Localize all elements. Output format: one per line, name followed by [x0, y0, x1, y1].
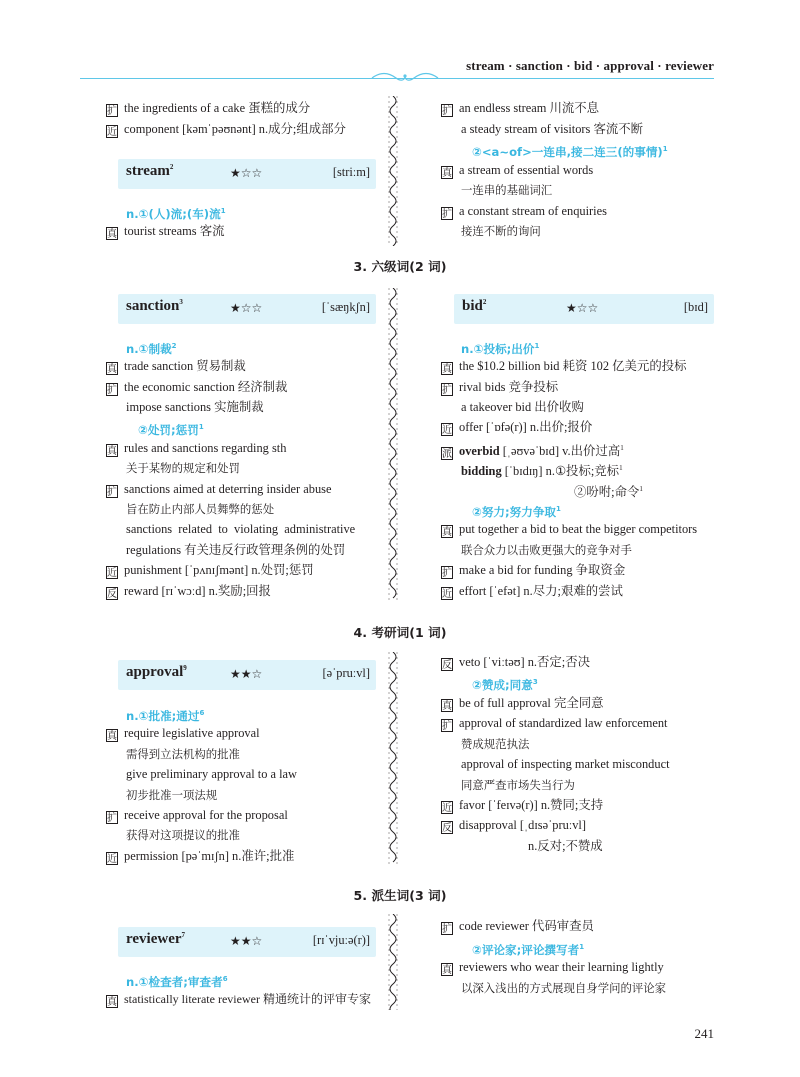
headword: stream$^2$ [126, 163, 174, 179]
example-line: 真 a stream of essential words [442, 163, 594, 179]
example-line: regulations 有关违反行政管理条例的处罚 [126, 543, 346, 557]
example-line: a takeover bid 出价收购 [461, 400, 584, 414]
antonym-line: 反 disapproval [ˌdɪsəˈpruːvl] [442, 818, 586, 834]
section-title: 5. 派生词(3 词) [353, 888, 447, 903]
sense-heading: n.①投标;出价$^1$ [461, 342, 540, 357]
tag-antonym: 反 [442, 660, 452, 671]
sense-heading: n.①(人)流;(车)流$^1$ [126, 207, 226, 222]
section-title: 4. 考研词(1 词) [353, 625, 447, 640]
sense-heading: n.①批准;通过$^6$ [126, 709, 205, 724]
example-line: 真 trade sanction 贸易制裁 [107, 359, 246, 375]
headword: bid$^2$ [462, 298, 487, 314]
example-line: 扩 receive approval for the proposal [107, 808, 288, 824]
pronunciation: [striːm] [332, 165, 370, 179]
headword: reviewer$^7$ [126, 931, 186, 947]
example-line: 真 rules and sanctions regarding sth [107, 441, 287, 457]
translation-line: 旨在防止内部人员舞弊的惩处 [126, 502, 275, 516]
antonym-line: 反 reward [rɪˈwɔːd] n.奖励;回报 [107, 584, 271, 600]
tag-authentic: 真 [442, 527, 452, 538]
pronunciation: [əˈpruːvl] [322, 666, 370, 680]
tag-extension: 扩 [442, 106, 452, 117]
tag-antonym: 反 [442, 823, 452, 834]
tag-authentic: 真 [107, 364, 117, 375]
translation-line: 以深入浅出的方式展现自身学问的评论家 [461, 981, 667, 995]
column-divider [386, 96, 400, 246]
tag-extension: 扩 [107, 487, 117, 498]
definition-line: n.反对;不赞成 [528, 839, 603, 853]
tag-authentic: 真 [442, 965, 452, 976]
headword: sanction$^3$ [126, 298, 183, 314]
tag-synonym: 近 [107, 127, 117, 138]
headword-box-bid [454, 294, 714, 324]
column-divider [386, 652, 400, 866]
example-line: 扩 the economic sanction 经济制裁 [107, 380, 288, 396]
page-number: 241 [694, 1026, 714, 1041]
tag-authentic: 真 [107, 229, 117, 240]
tag-extension: 扩 [442, 721, 452, 732]
frequency-stars: ★★☆ [230, 934, 263, 948]
tag-synonym: 近 [442, 425, 452, 436]
tag-extension: 扩 [442, 568, 452, 579]
tag-extension: 扩 [107, 813, 117, 824]
tag-authentic: 真 [107, 997, 117, 1008]
tag-extension: 扩 [442, 385, 452, 396]
translation-line: 一连串的基础词汇 [461, 183, 553, 197]
tag-authentic: 真 [107, 446, 117, 457]
header-rule [80, 78, 714, 79]
example-line: sanctions related to violating administrative [126, 522, 356, 536]
sense-heading: n.①检查者;审查者$^6$ [126, 975, 228, 990]
tag-extension: 扩 [442, 924, 452, 935]
translation-line: 赞成规范执法 [461, 737, 530, 751]
sense-heading: ②努力;努力争取$^1$ [472, 505, 561, 520]
example-line: 真 reviewers who wear their learning lightly [442, 960, 664, 976]
example-line: 真 require legislative approval [107, 726, 260, 742]
example-line: approval of inspecting market misconduct [461, 757, 670, 771]
example-line: 扩 code reviewer 代码审查员 [442, 919, 594, 935]
example-line: give preliminary approval to a law [126, 767, 298, 781]
translation-line: 需得到立法机构的批准 [126, 747, 240, 761]
sense-heading: ②赞成;同意$^3$ [472, 678, 538, 693]
sense-heading: ②评论家;评论撰写者$^1$ [472, 943, 585, 958]
example-line: impose sanctions 实施制裁 [126, 400, 264, 414]
tag-synonym: 近 [442, 803, 452, 814]
translation-line: 初步批准一项法规 [126, 788, 218, 802]
synonym-line: 近 punishment [ˈpʌnɪʃmənt] n.处罚;惩罚 [107, 563, 314, 579]
example-line: 扩 approval of standardized law enforcement [442, 716, 668, 732]
tag-synonym: 近 [107, 854, 117, 865]
frequency-stars: ★★☆ [230, 667, 263, 681]
example-line: 真 statistically literate reviewer 精通统计的评审专家 [107, 992, 371, 1008]
frequency-stars: ★☆☆ [230, 301, 263, 315]
derivative-line: 派 overbid [ˌəʊvəˈbɪd] v.出价过高$^1$ [442, 444, 624, 461]
frequency-stars: ★☆☆ [230, 166, 263, 180]
example-line: 扩 a constant stream of enquiries [442, 204, 607, 220]
example-line: 真 the $10.2 billion bid 耗资 102 亿美元的投标 [442, 359, 687, 375]
tag-synonym: 近 [107, 568, 117, 579]
tag-extension: 扩 [442, 209, 452, 220]
headword-box-stream [118, 159, 376, 189]
tag-authentic: 真 [442, 701, 452, 712]
translation-line: 关于某物的规定和处罚 [126, 461, 240, 475]
column-divider [386, 288, 400, 600]
sense-heading: n.①制裁$^2$ [126, 342, 177, 357]
synonym-line: 近 permission [pəˈmɪʃn] n.准许;批准 [107, 849, 295, 865]
sense-heading: ②<a~of>一连串,接二连三(的事情)$^1$ [472, 145, 668, 160]
translation-line: 接连不断的询问 [461, 224, 541, 238]
tag-extension: 扩 [107, 385, 117, 396]
header-ornament-icon [370, 70, 440, 84]
headword-box-reviewer [118, 927, 376, 957]
example-line: 扩 sanctions aimed at deterring insider abuse [107, 482, 332, 498]
tag-extension: 扩 [107, 106, 117, 117]
pronunciation: [bɪd] [683, 300, 708, 314]
synonym-line: 近 favor [ˈfeɪvə(r)] n.赞同;支持 [442, 798, 604, 814]
headword: approval$^9$ [126, 664, 187, 680]
synonym-line: 近 component [kəmˈpəʊnənt] n.成分;组成部分 [107, 122, 346, 138]
example-line: 扩 an endless stream 川流不息 [442, 101, 600, 117]
pronunciation: [rɪˈvjuːə(r)] [312, 933, 370, 947]
translation-line: 获得对这项提议的批准 [126, 828, 240, 842]
section-title: 3. 六级词(2 词) [353, 259, 447, 274]
tag-authentic: 真 [442, 168, 452, 179]
column-divider [386, 914, 400, 1010]
tag-synonym: 近 [442, 589, 452, 600]
synonym-line: 近 offer [ˈɒfə(r)] n.出价;报价 [442, 420, 593, 436]
example-line: 真 be of full approval 完全同意 [442, 696, 604, 712]
derivative-sense: ②吩咐;命令$^1$ [574, 485, 643, 500]
running-header [80, 56, 714, 82]
example-line: a steady stream of visitors 客流不断 [461, 122, 644, 136]
antonym-line: 反 veto [ˈviːtəʊ] n.否定;否决 [442, 655, 591, 671]
example-line: 扩 make a bid for funding 争取资金 [442, 563, 626, 579]
frequency-stars: ★☆☆ [566, 301, 599, 315]
headword-box-approval [118, 660, 376, 690]
derivative-line: bidding [ˈbɪdɪŋ] n.①投标;竞标$^1$ [461, 464, 623, 479]
tag-antonym: 反 [107, 589, 117, 600]
sense-heading: ②处罚;惩罚$^1$ [138, 423, 204, 438]
translation-line: 同意严查市场失当行为 [461, 778, 575, 792]
example-line: 扩 rival bids 竞争投标 [442, 380, 559, 396]
tag-derivative: 派 [442, 449, 452, 461]
synonym-line: 近 effort [ˈefət] n.尽力;艰难的尝试 [442, 584, 623, 600]
tag-authentic: 真 [107, 731, 117, 742]
headword-box-sanction [118, 294, 376, 324]
example-line: 真 tourist streams 客流 [107, 224, 225, 240]
example-line: 扩 the ingredients of a cake 蛋糕的成分 [107, 101, 311, 117]
translation-line: 联合众力以击败更强大的竞争对手 [461, 543, 632, 557]
example-line: 真 put together a bid to beat the bigger competitors [442, 522, 698, 538]
tag-authentic: 真 [442, 364, 452, 375]
pronunciation: [ˈsæŋkʃn] [321, 300, 370, 314]
header-title: stream · sanction · bid · approval · reviewer [466, 58, 714, 73]
